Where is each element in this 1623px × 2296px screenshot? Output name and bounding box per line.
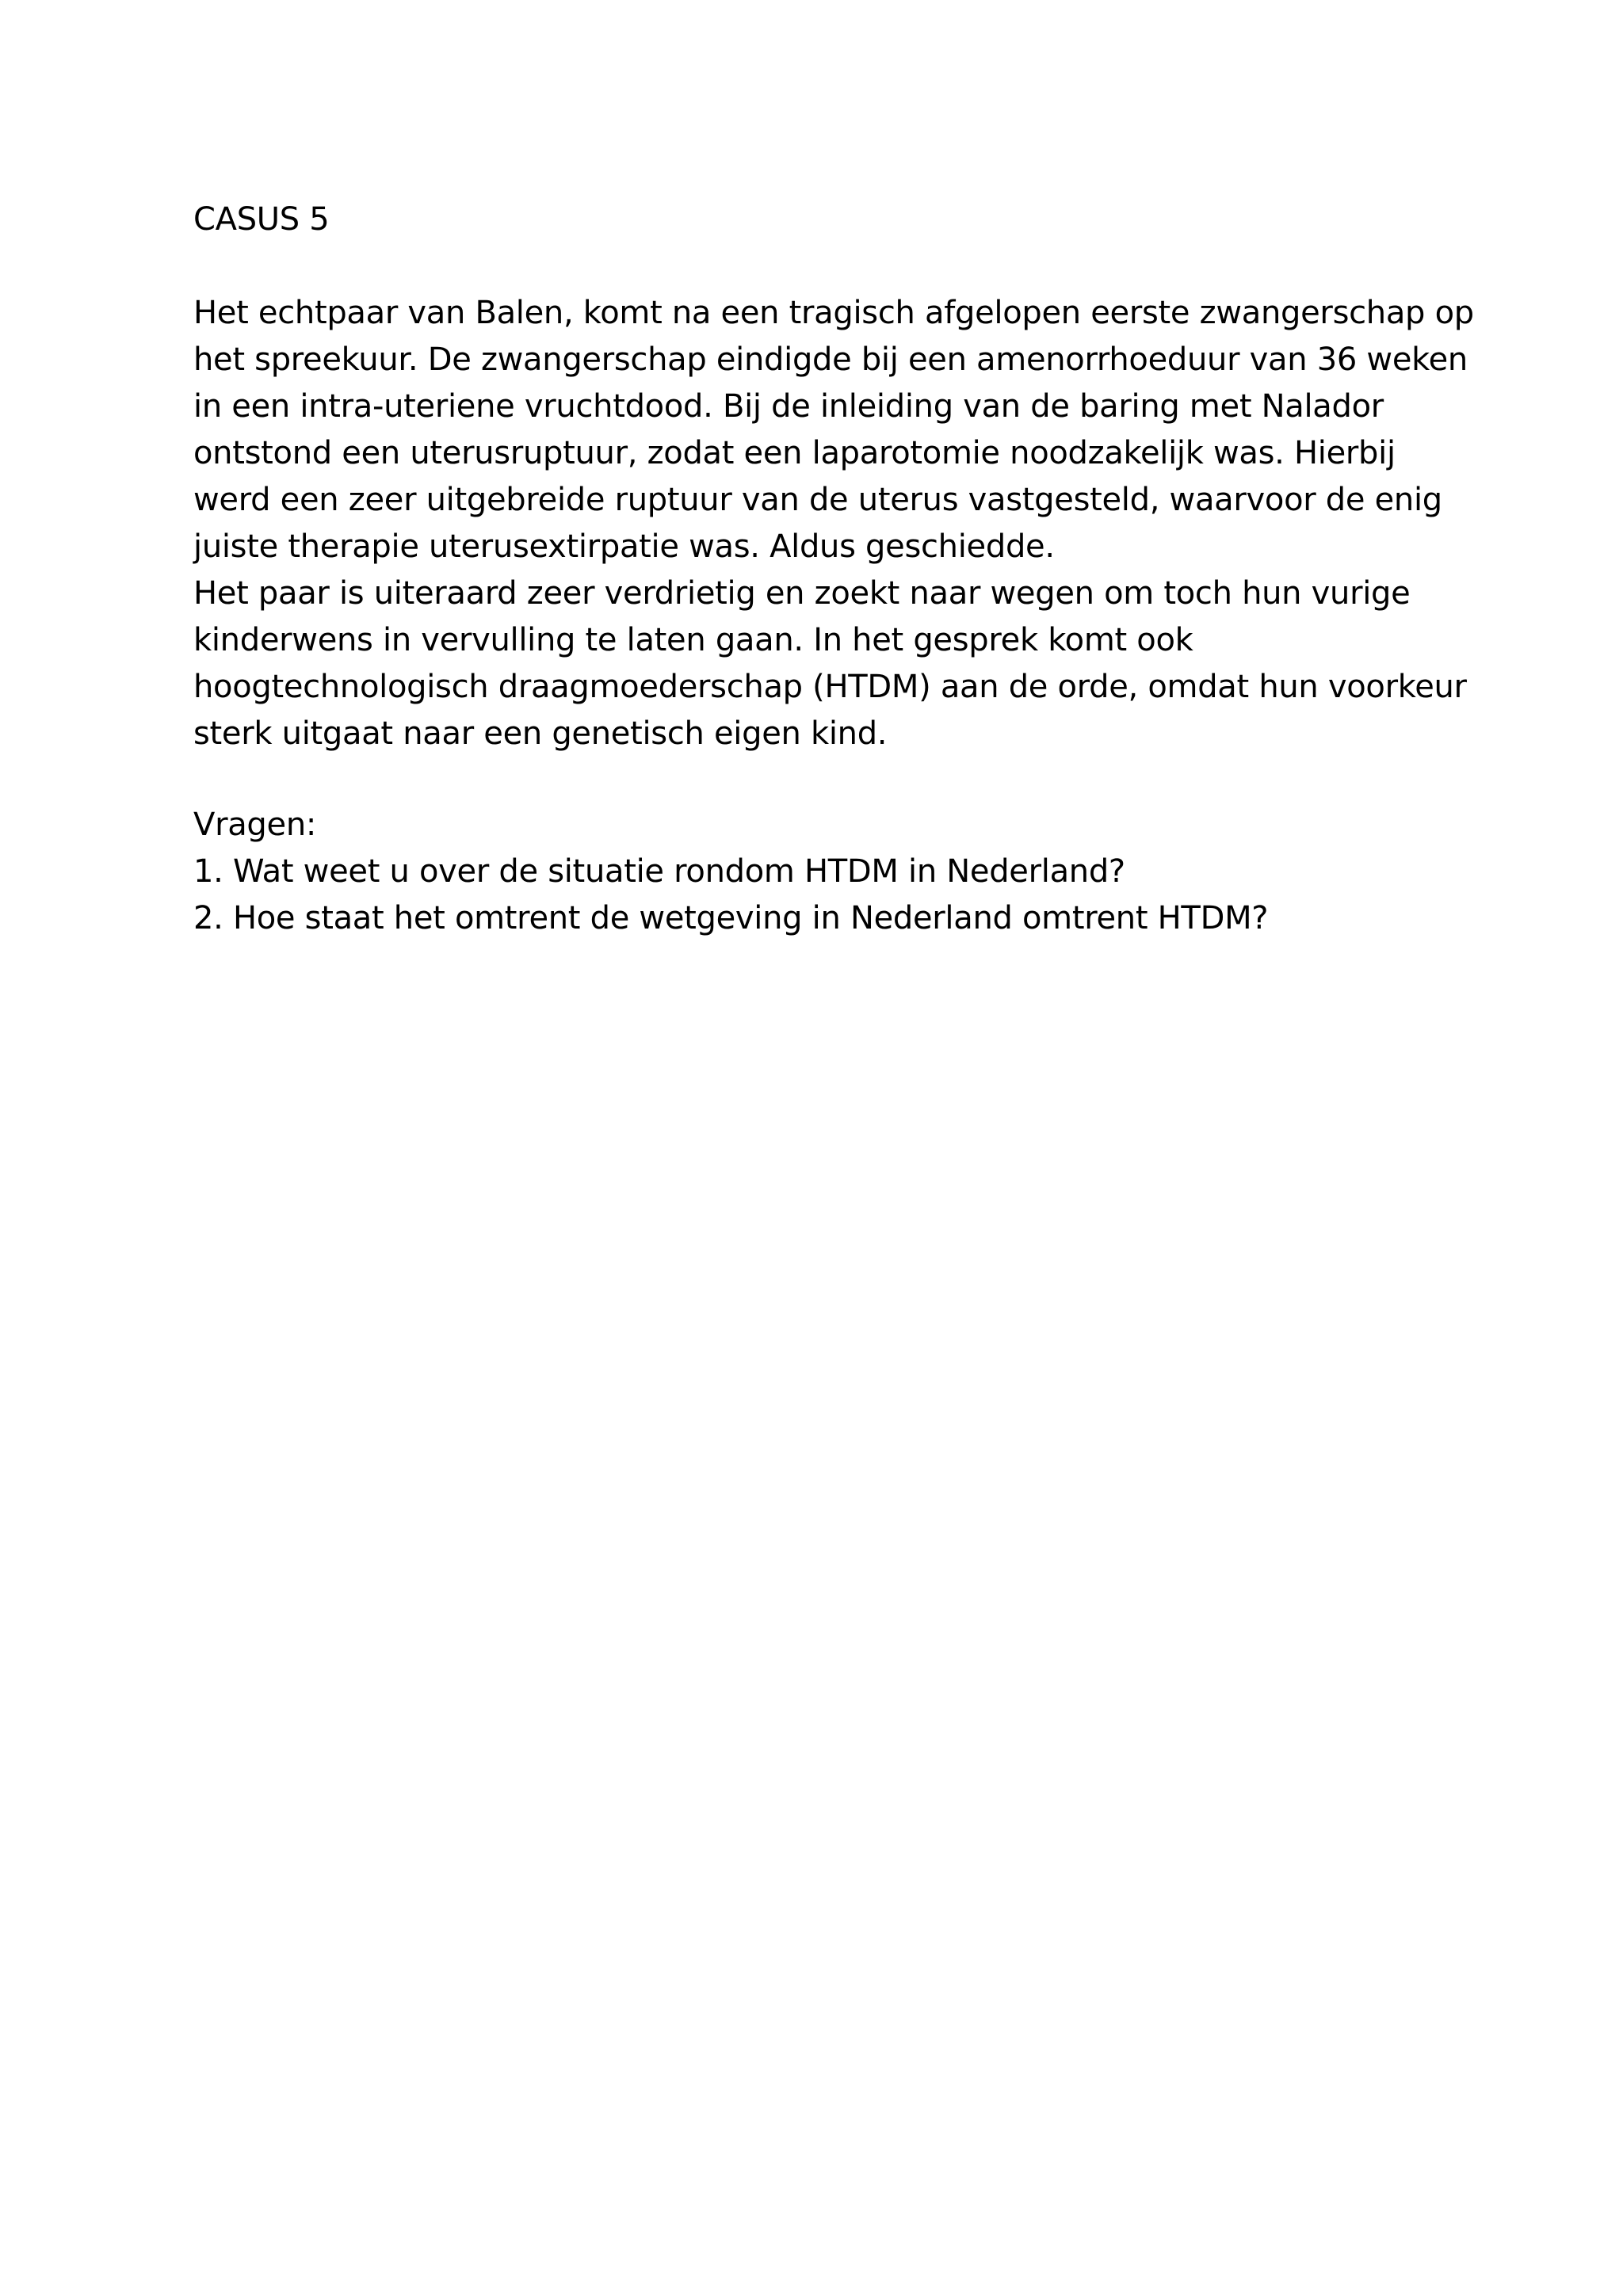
paragraph-line: werd een zeer uitgebreide ruptuur van de uterus vastgesteld, waarvoor de enig <box>193 482 1442 518</box>
question-item: 2. Hoe staat het omtrent de wetgeving in Nederland omtrent HTDM? <box>193 900 1269 936</box>
paragraph-line: in een intra-uteriene vruchtdood. Bij de inleiding van de baring met Nalador <box>193 388 1384 425</box>
questions-section <box>193 802 1461 942</box>
case-paragraph-1 <box>193 290 1474 570</box>
paragraph-line: hoogtechnologisch draagmoederschap (HTDM) aan de orde, omdat hun voorkeur <box>193 669 1467 705</box>
questions-label: Vragen: <box>193 807 317 843</box>
paragraph-line: het spreekuur. De zwangerschap eindigde bij een amenorrhoeduur van 36 weken <box>193 341 1468 378</box>
case-paragraph-2 <box>193 570 1467 757</box>
case-heading: CASUS 5 <box>193 201 330 238</box>
question-item: 1. Wat weet u over de situatie rondom HTDM in Nederland? <box>193 853 1125 890</box>
paragraph-line: Het echtpaar van Balen, komt na een tragisch afgelopen eerste zwangerschap op <box>193 295 1474 331</box>
document-body <box>193 196 1474 942</box>
paragraph-spacer <box>193 757 1461 802</box>
paragraph-line: ontstond een uterusruptuur, zodat een laparotomie noodzakelijk was. Hierbij <box>193 435 1396 471</box>
paragraph-line: sterk uitgaat naar een genetisch eigen kind. <box>193 715 888 752</box>
paragraph-line: kinderwens in vervulling te laten gaan. In het gesprek komt ook <box>193 622 1193 658</box>
paragraph-line: juiste therapie uterusextirpatie was. Aldus geschiedde. <box>193 528 1055 565</box>
paragraph-line: Het paar is uiteraard zeer verdrietig en zoekt naar wegen om toch hun vurige <box>193 575 1411 612</box>
